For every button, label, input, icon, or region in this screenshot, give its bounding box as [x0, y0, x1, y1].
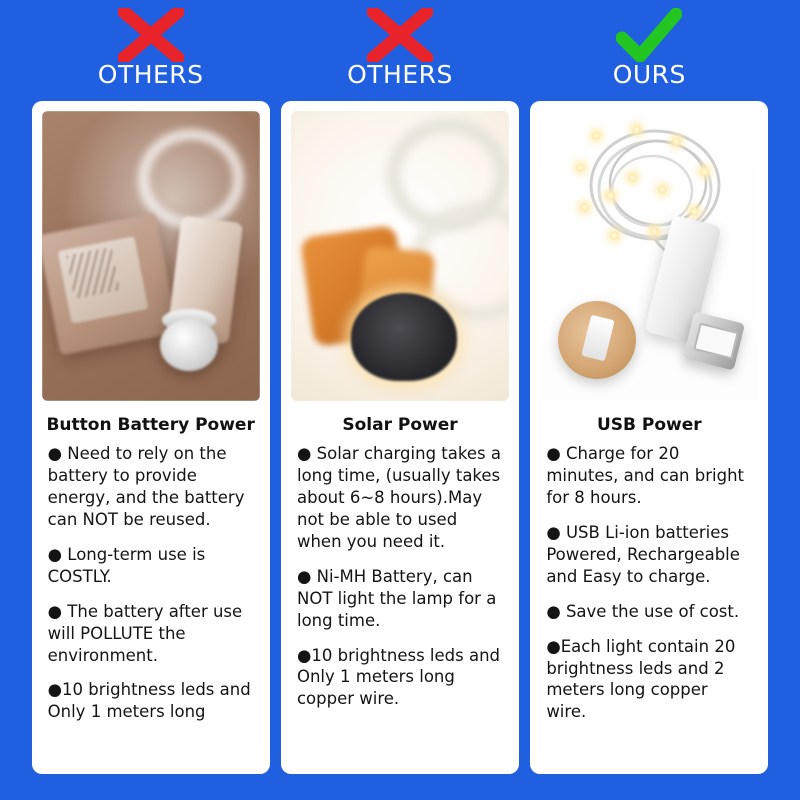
list-item: ● Ni-MH Battery, can NOT light the lamp for a long time. [296, 566, 497, 630]
list-item: ● USB Li-ion batteries Powered, Rechargeable and Easy to charge. [546, 522, 740, 586]
bullet-list [42, 443, 260, 766]
comparison-column-others-battery [28, 6, 273, 800]
column-heading: OTHERS [347, 60, 453, 89]
list-item: ● Solar charging takes a long time, (usually takes about 6~8 hours).May not be able to used when you need it. [296, 444, 501, 551]
bullet-list [540, 443, 758, 766]
red-cross-icon [118, 6, 184, 64]
product-photo-button-battery [42, 111, 260, 401]
list-item: ● Long-term use is COSTLY. [47, 544, 206, 586]
comparison-column-others-solar [277, 6, 522, 800]
bullet-list [291, 443, 509, 766]
column-heading: OURS [612, 60, 686, 89]
card-title: Solar Power [342, 415, 458, 435]
list-item: ● The battery after use will POLLUTE the environment. [47, 601, 243, 665]
info-card [530, 101, 768, 774]
list-item: ●10 brightness leds and Only 1 meters long copper wire. [296, 645, 501, 709]
red-cross-icon [367, 6, 433, 64]
list-item: ● Need to rely on the battery to provide energy, and the battery can NOT be reused. [47, 444, 245, 529]
product-photo-usb [540, 111, 758, 401]
card-title: USB Power [596, 415, 702, 435]
green-check-icon [616, 6, 682, 64]
list-item: ● Save the use of cost. [546, 601, 740, 621]
column-heading: OTHERS [97, 60, 204, 89]
list-item: ●10 brightness leds and Only 1 meters long [47, 680, 251, 722]
info-card [32, 101, 270, 774]
list-item: ●Each light contain 20 brightness leds and 2 meters long copper wire. [546, 636, 736, 722]
info-card [281, 101, 519, 774]
card-title: Button Battery Power [46, 415, 255, 435]
product-photo-solar [291, 111, 509, 401]
comparison-column-ours-usb [527, 6, 772, 800]
list-item: ● Charge for 20 minutes, and can bright for 8 hours. [546, 444, 745, 507]
